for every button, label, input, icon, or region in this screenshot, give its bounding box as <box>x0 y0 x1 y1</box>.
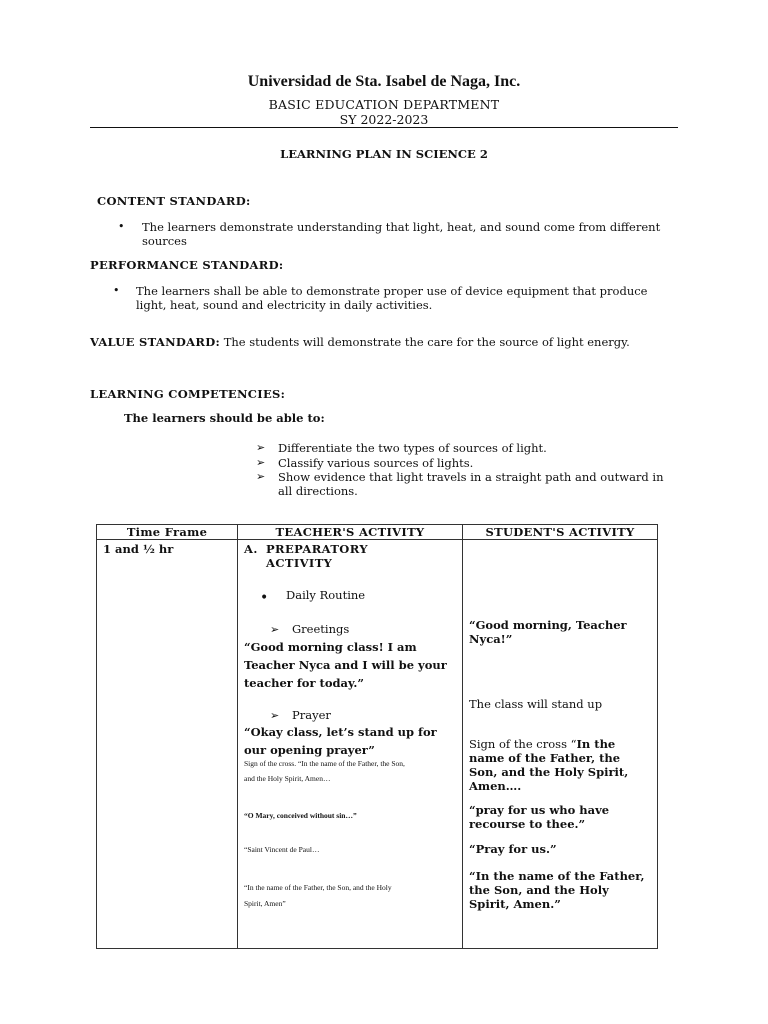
time-frame-value: 1 and ½ hr <box>103 542 174 556</box>
student-greeting-line-2: Nyca!” <box>469 632 513 646</box>
closing-prayer-line-1: “In the name of the Father, the Son, and the Holy <box>244 883 392 892</box>
arrow-bullet-icon: ➢ <box>270 709 280 722</box>
section-title-line-1: PREPARATORY <box>266 542 368 556</box>
student-cross-line-2: name of the Father, the <box>469 751 621 765</box>
department-name: BASIC EDUCATION DEPARTMENT <box>268 97 500 112</box>
value-standard-text: The students will demonstrate the care for the source of light energy. <box>220 335 630 349</box>
teacher-greeting-line-2: Teacher Nyca and I will be your <box>244 658 447 672</box>
performance-standard-line-1: The learners shall be able to demonstrate proper use of device equipment that produce <box>136 284 648 298</box>
section-title-line-2: ACTIVITY <box>266 556 333 570</box>
prayer-label: Prayer <box>292 708 331 722</box>
student-cross-start: In the <box>576 737 616 751</box>
performance-standard-line-2: light, heat, sound and electricity in daily activities. <box>136 298 433 312</box>
student-mary-line-1: “pray for us who have <box>469 803 610 817</box>
competencies-intro: The learners should be able to: <box>124 411 325 425</box>
performance-standard-label: PERFORMANCE STANDARD: <box>90 258 284 272</box>
time-frame-cell <box>97 540 238 949</box>
learning-competencies-label: LEARNING COMPETENCIES: <box>90 387 286 401</box>
closing-prayer-line-2: Spirit, Amen” <box>244 899 286 908</box>
content-standard-line-2: sources <box>142 234 187 248</box>
student-cross-prefix: Sign of the cross “ <box>469 737 577 751</box>
teacher-prayer-line-2: our opening prayer” <box>244 743 375 757</box>
plan-title: LEARNING PLAN IN SCIENCE 2 <box>280 147 488 161</box>
competency-item-3: Show evidence that light travels in a straight path and outward in <box>278 470 664 484</box>
value-standard-label: VALUE STANDARD: <box>90 335 221 349</box>
university-name: Universidad de Sta. Isabel de Naga, Inc. <box>247 73 521 90</box>
student-cross-line-3: Son, and the Holy Spirit, <box>469 765 629 779</box>
student-cross-line-1 <box>469 737 615 751</box>
teacher-greeting-line-1: “Good morning class! I am <box>244 640 417 654</box>
student-activity-cell <box>463 540 658 949</box>
header-teacher-activity: TEACHER'S ACTIVITY <box>238 525 463 540</box>
header-student-activity: STUDENT'S ACTIVITY <box>463 525 658 540</box>
table-row <box>97 540 658 949</box>
arrow-bullet-icon: ➢ <box>256 441 266 454</box>
arrow-bullet-icon: ➢ <box>256 456 266 469</box>
bullet-icon: • <box>260 590 269 606</box>
sign-of-cross-line-2: and the Holy Spirit, Amen… <box>244 774 331 783</box>
bullet-icon: • <box>118 220 125 233</box>
arrow-bullet-icon: ➢ <box>256 470 266 483</box>
competency-item-3-cont: all directions. <box>278 484 358 498</box>
daily-routine-label: Daily Routine <box>286 588 366 602</box>
teacher-prayer-line-1: “Okay class, let’s stand up for <box>244 725 437 739</box>
student-closing-line-1: “In the name of the Father, <box>469 869 645 883</box>
content-standard-label: CONTENT STANDARD: <box>97 194 251 208</box>
student-cross-line-4: Amen…. <box>469 779 522 793</box>
content-standard-line-1: The learners demonstrate understanding that light, heat, and sound come from different <box>142 220 661 234</box>
bullet-icon: • <box>113 284 120 297</box>
arrow-bullet-icon: ➢ <box>270 623 280 636</box>
student-mary-line-2: recourse to thee.” <box>469 817 586 831</box>
student-closing-line-3: Spirit, Amen.” <box>469 897 561 911</box>
teacher-activity-cell <box>238 540 463 949</box>
competency-item-2: Classify various sources of lights. <box>278 456 474 470</box>
school-year: SY 2022-2023 <box>339 112 429 127</box>
header-time-frame: Time Frame <box>97 525 238 540</box>
header-divider <box>90 127 678 128</box>
greetings-label: Greetings <box>292 622 350 636</box>
teacher-greeting-line-3: teacher for today.” <box>244 676 364 690</box>
saint-vincent-prayer: “Saint Vincent de Paul… <box>244 845 320 854</box>
student-greeting-line-1: “Good morning, Teacher <box>469 618 627 632</box>
section-letter: A. <box>244 542 258 556</box>
student-pray-for-us: “Pray for us.” <box>469 842 557 856</box>
value-standard <box>90 335 630 349</box>
table-header-row <box>97 525 658 540</box>
activity-table <box>96 524 658 949</box>
sign-of-cross-line-1: Sign of the cross. “In the name of the Father, the Son, <box>244 759 405 768</box>
competency-item-1: Differentiate the two types of sources of light. <box>278 441 547 455</box>
mary-prayer: “O Mary, conceived without sin…” <box>244 811 357 820</box>
class-stand-up: The class will stand up <box>469 697 603 711</box>
student-closing-line-2: the Son, and the Holy <box>469 883 609 897</box>
